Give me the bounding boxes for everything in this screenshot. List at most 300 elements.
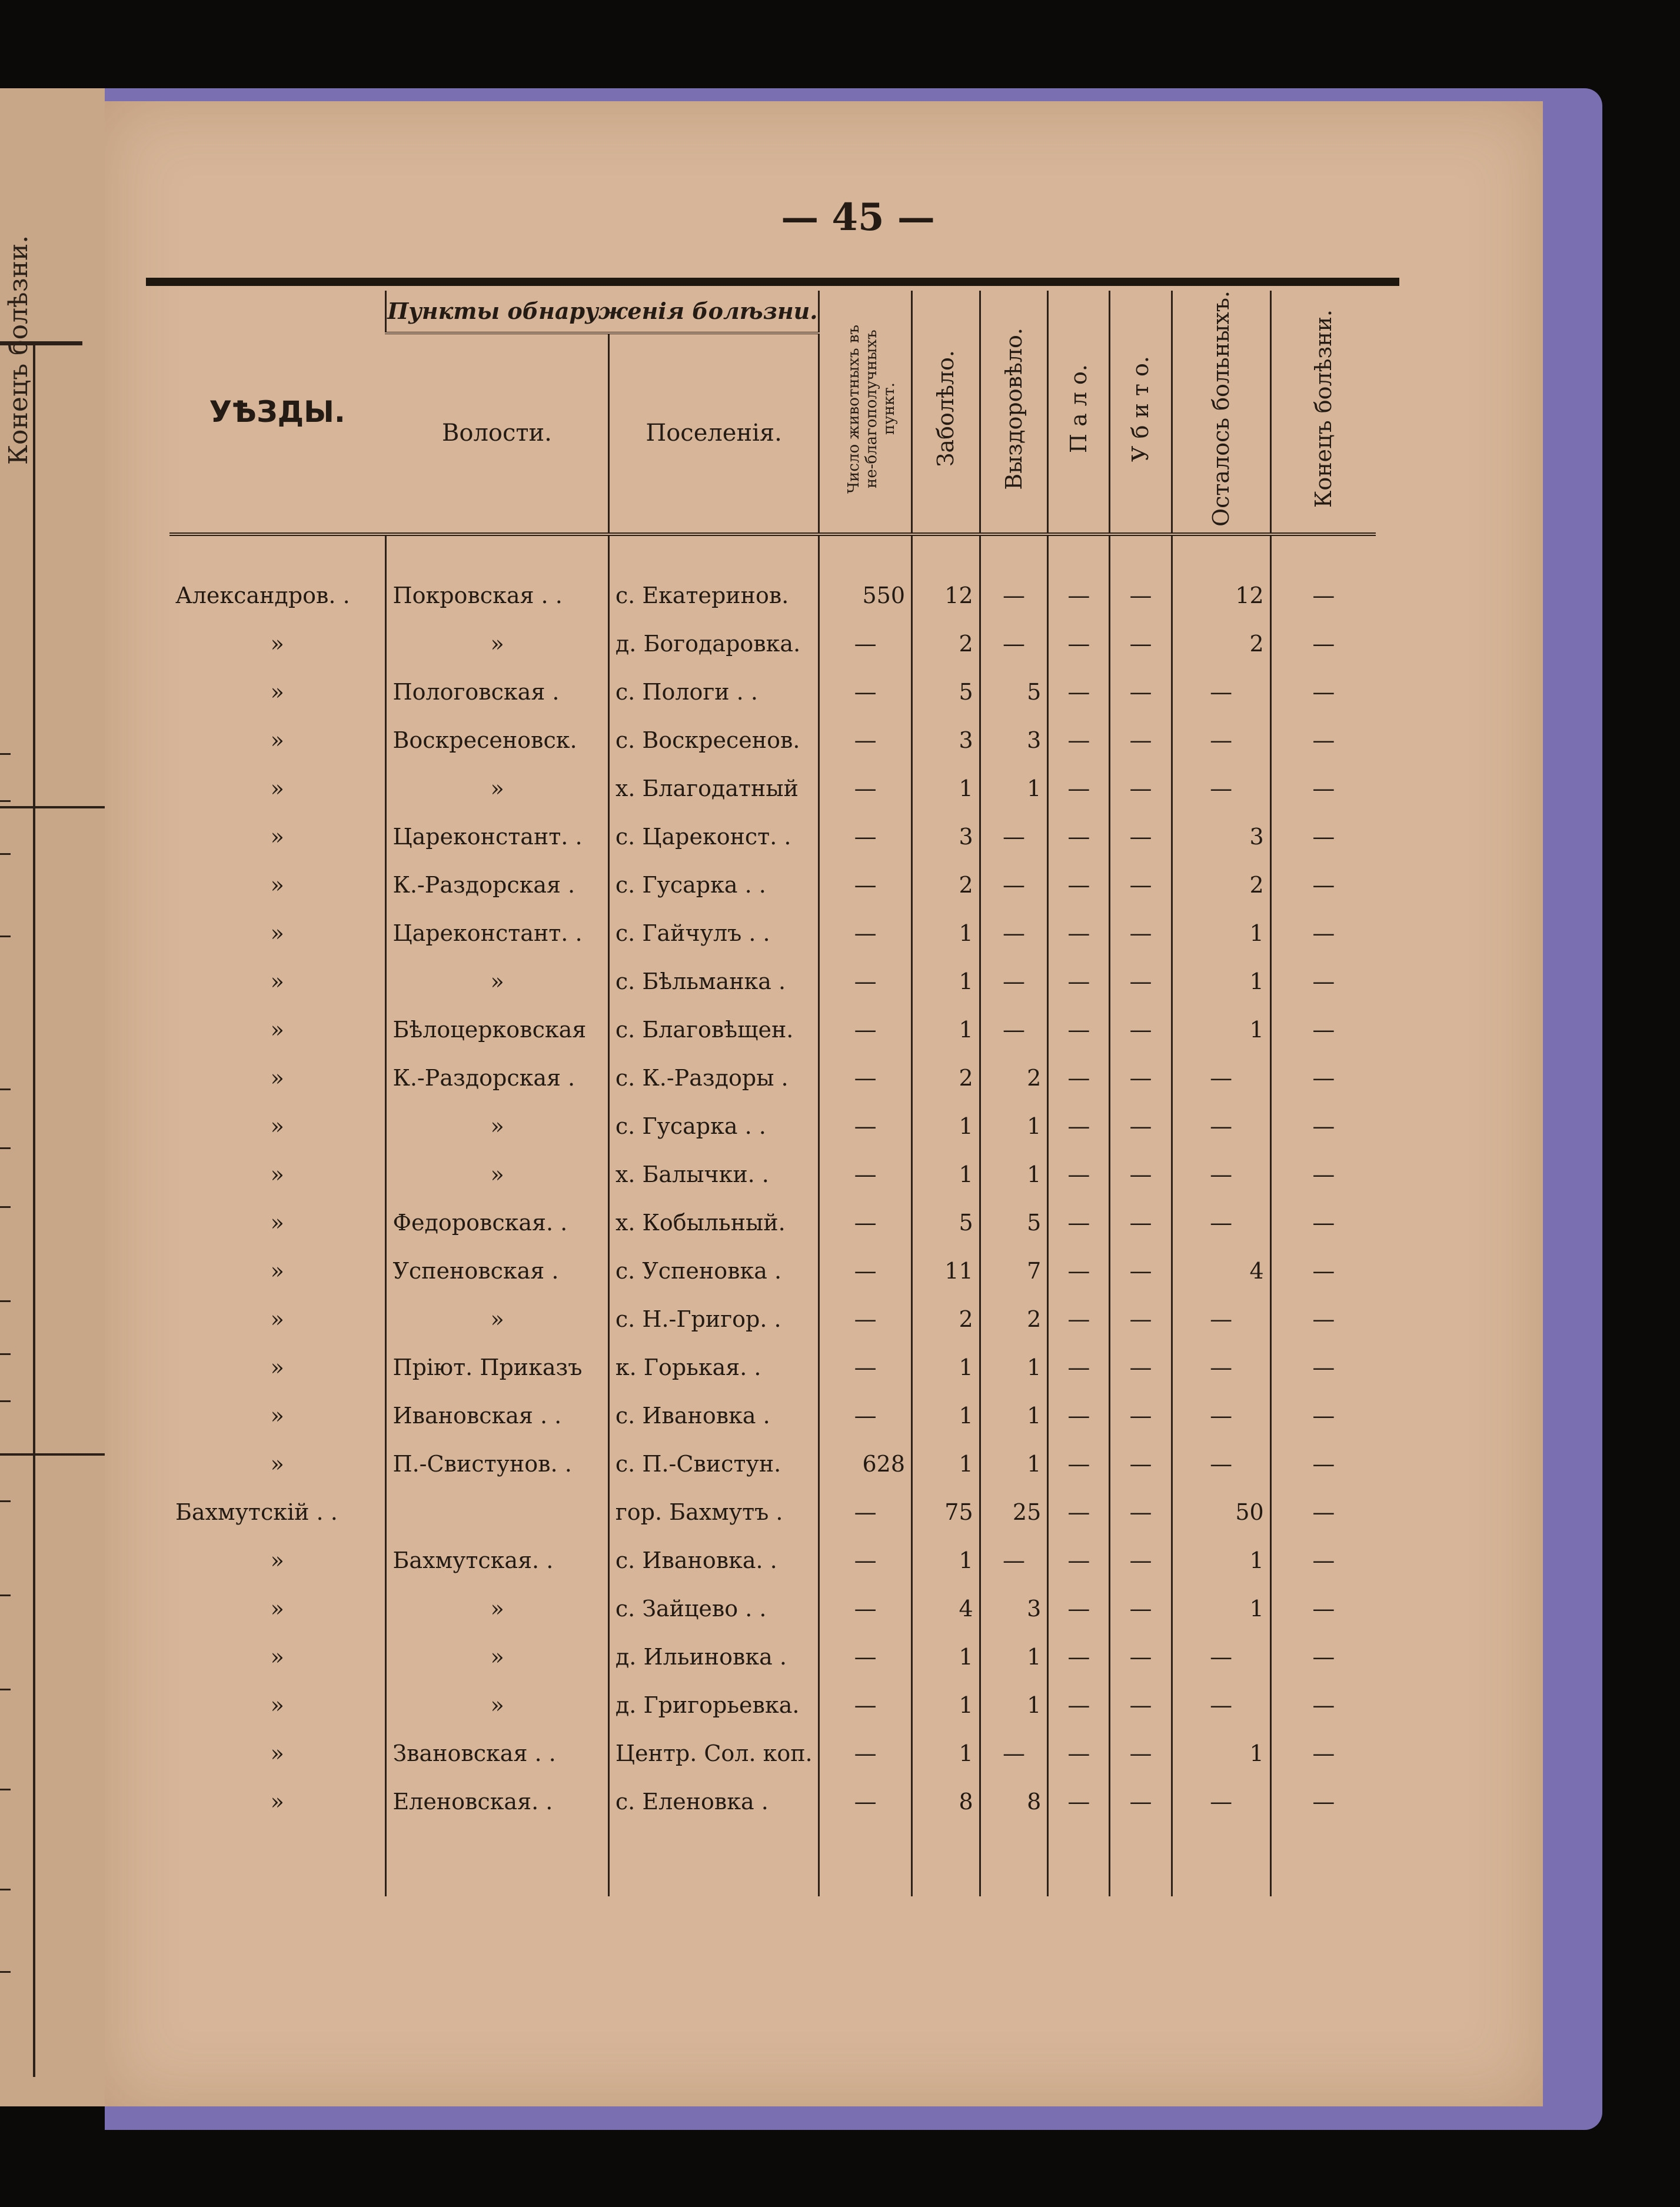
cell-zabolelo: 5 (912, 668, 980, 716)
cell-konets: — (1270, 1777, 1376, 1826)
cell-konets: — (1270, 764, 1376, 813)
cell-konets: — (1270, 1440, 1376, 1488)
cell-uezd: » (270, 824, 284, 850)
table-row (169, 1681, 1376, 1729)
table-row (169, 764, 1376, 813)
cell-zabolelo: 75 (912, 1488, 980, 1536)
cell-poselenie: Центр. Сол. коп. (608, 1729, 819, 1777)
cell-vyzdorovelo: — (980, 813, 1048, 861)
cell-palo: — (1048, 1392, 1110, 1440)
cell-uezd: » (270, 1161, 284, 1188)
cell-poselenie: с. Гусарка . . (608, 861, 819, 909)
cell-vyzdorovelo: 25 (980, 1488, 1048, 1536)
cell-volost: » (386, 957, 608, 1006)
cell-konets: — (1270, 1295, 1376, 1343)
table-row (169, 1006, 1376, 1054)
cell-uezd: » (270, 1403, 284, 1429)
cell-ostalos: — (1172, 1777, 1270, 1826)
cell-vyzdorovelo: 2 (980, 1295, 1048, 1343)
left-dash (0, 853, 11, 855)
left-page-edge (0, 88, 108, 2106)
cell-vyzdorovelo: 3 (980, 1584, 1048, 1633)
cell-volost: » (386, 620, 608, 668)
cell-vyzdorovelo: 1 (980, 1633, 1048, 1681)
cell-vyzdorovelo: 5 (980, 668, 1048, 716)
cell-palo: — (1048, 668, 1110, 716)
cell-poselenie: д. Григорьевка. (608, 1681, 819, 1729)
cell-ostalos: 2 (1172, 620, 1270, 668)
cell-chislo: — (819, 1054, 912, 1102)
cell-vyzdorovelo: 1 (980, 1343, 1048, 1392)
cell-vyzdorovelo: — (980, 1006, 1048, 1054)
cell-poselenie: с. Благовѣщен. (608, 1006, 819, 1054)
cell-palo: — (1048, 1488, 1110, 1536)
cell-konets: — (1270, 571, 1376, 620)
cell-zabolelo: 8 (912, 1777, 980, 1826)
cell-ubito: — (1110, 909, 1172, 957)
cell-poselenie: к. Горькая. . (608, 1343, 819, 1392)
header-poseleniya: Поселенія. (608, 333, 819, 534)
cell-konets: — (1270, 1102, 1376, 1150)
cell-ostalos: — (1172, 1343, 1270, 1392)
cell-poselenie: с. Пологи . . (608, 668, 819, 716)
header-palo (1048, 291, 1110, 534)
cell-uezd: Александров. . (175, 582, 350, 609)
document-page (105, 101, 1543, 2106)
left-column-rule (33, 341, 35, 2077)
cell-poselenie: с. Бѣльманка . (608, 957, 819, 1006)
header-ubito-text: У б и т о. (1127, 355, 1154, 462)
cell-ubito: — (1110, 1343, 1172, 1392)
cell-konets: — (1270, 1633, 1376, 1681)
table-row (169, 1247, 1376, 1295)
table-row (169, 1199, 1376, 1247)
table-row (169, 1729, 1376, 1777)
table-row (169, 620, 1376, 668)
cell-chislo: — (819, 1150, 912, 1199)
cell-palo: — (1048, 861, 1110, 909)
cell-volost: » (386, 1102, 608, 1150)
cell-ostalos: 1 (1172, 1006, 1270, 1054)
cell-chislo: — (819, 1102, 912, 1150)
cell-palo: — (1048, 1247, 1110, 1295)
cell-volost: » (386, 764, 608, 813)
empty-cell (980, 1826, 1048, 1896)
cell-uezd: » (270, 1210, 284, 1236)
cell-chislo: — (819, 1343, 912, 1392)
cell-uezd: » (270, 1596, 284, 1622)
cell-zabolelo: 1 (912, 1440, 980, 1488)
cell-volost: П.-Свистунов. . (386, 1440, 608, 1488)
cell-ostalos: 3 (1172, 813, 1270, 861)
cell-ubito: — (1110, 1392, 1172, 1440)
cell-ubito: — (1110, 571, 1172, 620)
cell-zabolelo: 4 (912, 1584, 980, 1633)
empty-cell (819, 1826, 912, 1896)
cell-zabolelo: 2 (912, 1054, 980, 1102)
cell-ubito: — (1110, 1536, 1172, 1584)
cell-uezd: » (270, 1451, 284, 1477)
table-body (169, 534, 1376, 1896)
cell-palo: — (1048, 1102, 1110, 1150)
cell-zabolelo: 11 (912, 1247, 980, 1295)
table-row (169, 1054, 1376, 1102)
cell-ubito: — (1110, 1006, 1172, 1054)
cell-ostalos: 12 (1172, 571, 1270, 620)
header-ostalos (1172, 291, 1270, 534)
cell-chislo: — (819, 1777, 912, 1826)
table-row (169, 1102, 1376, 1150)
cell-uezd: Бахмутскій . . (175, 1499, 338, 1526)
cell-konets: — (1270, 861, 1376, 909)
cell-palo: — (1048, 716, 1110, 764)
cell-poselenie: х. Балычки. . (608, 1150, 819, 1199)
cell-chislo: — (819, 1488, 912, 1536)
cell-chislo: — (819, 1295, 912, 1343)
cell-volost: Покровская . . (386, 571, 608, 620)
cell-palo: — (1048, 1006, 1110, 1054)
cell-poselenie: д. Богодаровка. (608, 620, 819, 668)
cell-poselenie: с. Успеновка . (608, 1247, 819, 1295)
cell-poselenie: с. Н.-Григор. . (608, 1295, 819, 1343)
cell-poselenie: с. Ивановка . (608, 1392, 819, 1440)
cell-vyzdorovelo: 1 (980, 1102, 1048, 1150)
cell-uezd: » (270, 727, 284, 754)
cell-volost: » (386, 1584, 608, 1633)
cell-chislo: — (819, 813, 912, 861)
spacer-row (169, 534, 1376, 571)
empty-cell (608, 1826, 819, 1896)
cell-chislo: — (819, 1681, 912, 1729)
cell-chislo: — (819, 764, 912, 813)
cell-volost: К.-Раздорская . (386, 1054, 608, 1102)
cell-uezd: » (270, 1692, 284, 1719)
cell-konets: — (1270, 716, 1376, 764)
cell-zabolelo: 1 (912, 957, 980, 1006)
header-palo-text: П а л о. (1066, 364, 1092, 454)
cell-zabolelo: 1 (912, 1392, 980, 1440)
cell-ubito: — (1110, 1199, 1172, 1247)
cell-poselenie: с. Зайцево . . (608, 1584, 819, 1633)
cell-volost: » (386, 1150, 608, 1199)
left-dash (0, 1971, 11, 1973)
cell-ostalos: — (1172, 1633, 1270, 1681)
cell-ostalos: 4 (1172, 1247, 1270, 1295)
cell-zabolelo: 1 (912, 1536, 980, 1584)
cell-chislo: — (819, 668, 912, 716)
cell-konets: — (1270, 620, 1376, 668)
cell-volost: Пріют. Приказъ (386, 1343, 608, 1392)
cell-poselenie: с. Гайчулъ . . (608, 909, 819, 957)
cell-zabolelo: 1 (912, 1006, 980, 1054)
cell-vyzdorovelo: 5 (980, 1199, 1048, 1247)
left-dash (0, 1500, 11, 1502)
cell-palo: — (1048, 1633, 1110, 1681)
cell-uezd: » (270, 1789, 284, 1815)
cell-konets: — (1270, 1343, 1376, 1392)
empty-cell (169, 1826, 386, 1896)
cell-konets: — (1270, 1247, 1376, 1295)
cell-zabolelo: 1 (912, 1343, 980, 1392)
cell-volost: » (386, 1633, 608, 1681)
cell-chislo: — (819, 1247, 912, 1295)
table-row (169, 1488, 1376, 1536)
empty-cell (1110, 1826, 1172, 1896)
cell-ubito: — (1110, 1440, 1172, 1488)
table-row (169, 1440, 1376, 1488)
cell-volost: Бахмутская. . (386, 1536, 608, 1584)
cell-ubito: — (1110, 620, 1172, 668)
cell-volost: Цареконстант. . (386, 909, 608, 957)
cell-palo: — (1048, 957, 1110, 1006)
cell-vyzdorovelo: 3 (980, 716, 1048, 764)
cell-chislo: — (819, 1392, 912, 1440)
left-dash (0, 1206, 11, 1208)
table-row (169, 1633, 1376, 1681)
cell-poselenie: с. К.-Раздоры . (608, 1054, 819, 1102)
cell-ubito: — (1110, 716, 1172, 764)
left-dash (0, 1353, 11, 1355)
table-row (169, 1392, 1376, 1440)
cell-poselenie: х. Благодатный (608, 764, 819, 813)
header-uezdy: УѢЗДЫ. (169, 291, 386, 534)
cell-ostalos: — (1172, 716, 1270, 764)
cell-ostalos: — (1172, 1054, 1270, 1102)
table-row (169, 571, 1376, 620)
header-zabolelo-text: Заболѣло. (933, 350, 959, 467)
cell-chislo: — (819, 861, 912, 909)
cell-volost: » (386, 1681, 608, 1729)
cell-ostalos: 1 (1172, 1536, 1270, 1584)
table-tail-row (169, 1826, 1376, 1896)
empty-cell (1270, 1826, 1376, 1896)
header-vyzdorovelo-text: Выздоровѣло. (1000, 327, 1027, 490)
empty-cell (1172, 1826, 1270, 1896)
cell-ostalos: — (1172, 1440, 1270, 1488)
cell-volost (386, 1488, 608, 1536)
cell-palo: — (1048, 1681, 1110, 1729)
cell-palo: — (1048, 813, 1110, 861)
cell-chislo: 550 (819, 571, 912, 620)
cell-vyzdorovelo: — (980, 571, 1048, 620)
cell-ubito: — (1110, 1633, 1172, 1681)
cell-ostalos: — (1172, 1199, 1270, 1247)
cell-uezd: » (270, 1306, 284, 1333)
cell-ubito: — (1110, 1488, 1172, 1536)
cell-palo: — (1048, 1584, 1110, 1633)
cell-zabolelo: 12 (912, 571, 980, 620)
table-row (169, 1295, 1376, 1343)
cell-konets: — (1270, 1488, 1376, 1536)
cell-konets: — (1270, 1392, 1376, 1440)
table-row (169, 668, 1376, 716)
cell-uezd: » (270, 679, 284, 705)
left-dash (0, 1889, 11, 1890)
empty-cell (912, 1826, 980, 1896)
left-rule (0, 806, 105, 808)
cell-ubito: — (1110, 668, 1172, 716)
cell-vyzdorovelo: 1 (980, 1681, 1048, 1729)
cell-zabolelo: 1 (912, 1102, 980, 1150)
cell-palo: — (1048, 909, 1110, 957)
cell-poselenie: х. Кобыльный. (608, 1199, 819, 1247)
header-volosti: Волости. (386, 333, 608, 534)
disease-statistics-table (169, 291, 1376, 1896)
cell-volost: Бѣлоцерковская (386, 1006, 608, 1054)
left-dash (0, 1689, 11, 1690)
cell-poselenie: гор. Бахмутъ . (608, 1488, 819, 1536)
cell-uezd: » (270, 1258, 284, 1284)
cell-uezd: » (270, 1065, 284, 1091)
header-konets-text: Конецъ болѣзни. (1310, 309, 1337, 508)
cell-konets: — (1270, 1536, 1376, 1584)
cell-zabolelo: 2 (912, 1295, 980, 1343)
empty-cell (386, 1826, 608, 1896)
cell-konets: — (1270, 1150, 1376, 1199)
header-chislo-text: Число животныхъ въ не-благополучныхъ пункт. (844, 324, 898, 494)
cell-palo: — (1048, 1536, 1110, 1584)
table-row (169, 861, 1376, 909)
cell-zabolelo: 1 (912, 1633, 980, 1681)
cell-konets: — (1270, 1584, 1376, 1633)
left-dash (0, 1400, 11, 1402)
cell-ostalos: — (1172, 1392, 1270, 1440)
cell-vyzdorovelo: 7 (980, 1247, 1048, 1295)
cell-uezd: » (270, 631, 284, 657)
cell-ostalos: 1 (1172, 1729, 1270, 1777)
cell-vyzdorovelo: 2 (980, 1054, 1048, 1102)
cell-zabolelo: 2 (912, 620, 980, 668)
cell-volost: Звановская . . (386, 1729, 608, 1777)
left-rule (0, 1453, 105, 1456)
cell-palo: — (1048, 571, 1110, 620)
cell-ostalos: — (1172, 1102, 1270, 1150)
cell-chislo: — (819, 909, 912, 957)
cell-volost: » (386, 1295, 608, 1343)
cell-ubito: — (1110, 1295, 1172, 1343)
cell-zabolelo: 3 (912, 716, 980, 764)
cell-vyzdorovelo: — (980, 909, 1048, 957)
cell-poselenie: с. Гусарка . . (608, 1102, 819, 1150)
cell-ostalos: — (1172, 1681, 1270, 1729)
cell-ostalos: 1 (1172, 909, 1270, 957)
table-row (169, 1343, 1376, 1392)
cell-ubito: — (1110, 1150, 1172, 1199)
cell-vyzdorovelo: — (980, 957, 1048, 1006)
cell-uezd: » (270, 1547, 284, 1574)
cell-ostalos: — (1172, 1295, 1270, 1343)
cell-palo: — (1048, 1054, 1110, 1102)
cell-ostalos: 1 (1172, 957, 1270, 1006)
cell-ostalos: 2 (1172, 861, 1270, 909)
cell-chislo: 628 (819, 1440, 912, 1488)
cell-konets: — (1270, 1729, 1376, 1777)
cell-konets: — (1270, 909, 1376, 957)
cell-poselenie: с. Цареконст. . (608, 813, 819, 861)
cell-poselenie: с. Воскресенов. (608, 716, 819, 764)
cell-chislo: — (819, 957, 912, 1006)
statistics-table-wrap (169, 291, 1376, 1896)
cell-vyzdorovelo: 8 (980, 1777, 1048, 1826)
cell-chislo: — (819, 1536, 912, 1584)
cell-palo: — (1048, 1440, 1110, 1488)
cell-zabolelo: 1 (912, 1150, 980, 1199)
cell-vyzdorovelo: 1 (980, 764, 1048, 813)
cell-vyzdorovelo: — (980, 1536, 1048, 1584)
cell-ubito: — (1110, 1729, 1172, 1777)
cell-ostalos: — (1172, 1150, 1270, 1199)
cell-uezd: » (270, 1113, 284, 1140)
table-row (169, 1150, 1376, 1199)
table-row (169, 716, 1376, 764)
header-vyzdorovelo (980, 291, 1048, 534)
cell-konets: — (1270, 1054, 1376, 1102)
cell-vyzdorovelo: 1 (980, 1440, 1048, 1488)
cell-poselenie: с. П.-Свистун. (608, 1440, 819, 1488)
cell-chislo: — (819, 1006, 912, 1054)
table-row (169, 1777, 1376, 1826)
header-konets (1270, 291, 1376, 534)
cell-uezd: » (270, 775, 284, 802)
cell-zabolelo: 1 (912, 764, 980, 813)
cell-vyzdorovelo: — (980, 861, 1048, 909)
cell-poselenie: с. Еленовка . (608, 1777, 819, 1826)
cell-konets: — (1270, 1681, 1376, 1729)
cell-chislo: — (819, 620, 912, 668)
cell-volost: Еленовская. . (386, 1777, 608, 1826)
left-dash (0, 1595, 11, 1596)
cell-chislo: — (819, 1199, 912, 1247)
cell-vyzdorovelo: — (980, 620, 1048, 668)
cell-ubito: — (1110, 764, 1172, 813)
table-row (169, 813, 1376, 861)
cell-konets: — (1270, 1006, 1376, 1054)
table-row (169, 1536, 1376, 1584)
cell-ostalos: — (1172, 764, 1270, 813)
cell-chislo: — (819, 1729, 912, 1777)
cell-volost: Пологовская . (386, 668, 608, 716)
cell-ubito: — (1110, 1247, 1172, 1295)
left-dash (0, 753, 11, 755)
cell-vyzdorovelo: 1 (980, 1392, 1048, 1440)
cell-vyzdorovelo: — (980, 1729, 1048, 1777)
header-ostalos-text: Осталось больныхъ. (1208, 291, 1235, 527)
header-chislo (819, 291, 912, 534)
cell-ubito: — (1110, 957, 1172, 1006)
cell-poselenie: с. Ивановка. . (608, 1536, 819, 1584)
cell-chislo: — (819, 1584, 912, 1633)
table-row (169, 957, 1376, 1006)
cell-ostalos: — (1172, 668, 1270, 716)
empty-cell (1048, 1826, 1110, 1896)
header-group-points: Пункты обнаруженія болѣзни. (386, 291, 819, 333)
cell-ubito: — (1110, 1584, 1172, 1633)
cell-ubito: — (1110, 1102, 1172, 1150)
header-ubito (1110, 291, 1172, 534)
cell-vyzdorovelo: 1 (980, 1150, 1048, 1199)
table-row (169, 909, 1376, 957)
left-dash (0, 1088, 11, 1090)
cell-palo: — (1048, 1343, 1110, 1392)
cell-uezd: » (270, 1740, 284, 1767)
left-dash (0, 1300, 11, 1302)
header-zabolelo (912, 291, 980, 534)
table-row (169, 1584, 1376, 1633)
cell-poselenie: д. Ильиновка . (608, 1633, 819, 1681)
cell-zabolelo: 5 (912, 1199, 980, 1247)
cell-volost: Ивановская . . (386, 1392, 608, 1440)
cell-chislo: — (819, 1633, 912, 1681)
